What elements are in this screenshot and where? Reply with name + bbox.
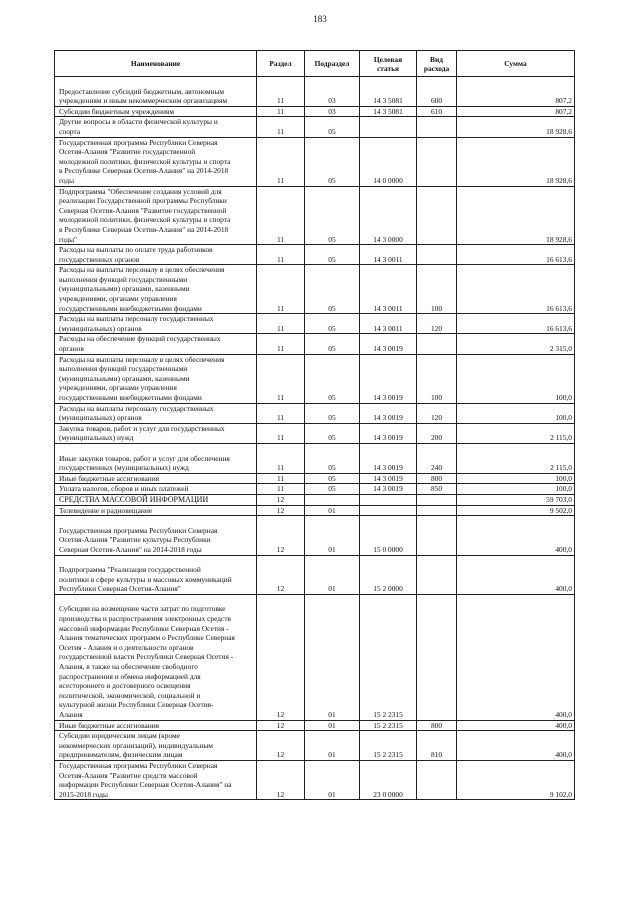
- cell-podrazdel: 05: [305, 117, 360, 137]
- header-summa: Сумма: [457, 51, 575, 77]
- cell-vid: [417, 186, 457, 245]
- cell-vid: 200: [417, 423, 457, 443]
- cell-name: Субсидии юридическим лицам (кроме некоммерческих организаций), индивидуальным предпринимателям, физическим лицам: [55, 731, 257, 761]
- cell-vid: [417, 137, 457, 186]
- cell-vid: [417, 760, 457, 799]
- table-row: [55, 760, 575, 799]
- cell-summa: 2 315,0: [457, 334, 575, 354]
- header-statya: Целевая статья: [360, 51, 417, 77]
- cell-razdel: 12: [257, 494, 305, 505]
- cell-summa: 9 502,0: [457, 505, 575, 516]
- cell-vid: 850: [417, 484, 457, 495]
- table-row: [55, 516, 575, 555]
- cell-vid: 100: [417, 354, 457, 403]
- cell-vid: [417, 505, 457, 516]
- cell-summa: 100,0: [457, 473, 575, 484]
- cell-statya: 14 3 0019: [360, 423, 417, 443]
- cell-name: Расходы на выплаты персоналу в целях обеспечения выполнения функций государственными (муниципальными) органами, казенными учреждениями, органами управления государственными внебюджетными фондами: [55, 265, 257, 314]
- header-razdel: Раздел: [257, 51, 305, 77]
- header-vid: Вид расхода: [417, 51, 457, 77]
- table-row: [55, 731, 575, 761]
- table-row: [55, 423, 575, 443]
- cell-name: Иные бюджетные ассигнования: [55, 473, 257, 484]
- cell-podrazdel: 05: [305, 443, 360, 473]
- cell-summa: 18 928,6: [457, 137, 575, 186]
- cell-razdel: 12: [257, 594, 305, 720]
- cell-podrazdel: 05: [305, 484, 360, 495]
- cell-name: Государственная программа Республики Северная Осетия-Алания "Развитие культуры Республики Северная Осетия-Алания" на 2014-2018 годы: [55, 516, 257, 555]
- cell-statya: 14 3 5081: [360, 106, 417, 117]
- cell-vid: 600: [417, 77, 457, 107]
- table-row: [55, 314, 575, 334]
- table-row: [55, 186, 575, 245]
- table-row: [55, 484, 575, 495]
- cell-podrazdel: 05: [305, 423, 360, 443]
- cell-statya: 15 2 0000: [360, 555, 417, 594]
- cell-razdel: 11: [257, 117, 305, 137]
- cell-razdel: 12: [257, 505, 305, 516]
- cell-razdel: 12: [257, 555, 305, 594]
- cell-summa: 16 613,6: [457, 245, 575, 265]
- cell-name: Расходы на обеспечение функций государственных органов: [55, 334, 257, 354]
- table-row: [55, 443, 575, 473]
- cell-razdel: 12: [257, 731, 305, 761]
- cell-razdel: 11: [257, 334, 305, 354]
- cell-razdel: 11: [257, 484, 305, 495]
- cell-podrazdel: 01: [305, 720, 360, 731]
- cell-vid: 800: [417, 720, 457, 731]
- table-row: [55, 334, 575, 354]
- cell-name: Телевидение и радиовещание: [55, 505, 257, 516]
- cell-razdel: 11: [257, 354, 305, 403]
- table-row: [55, 555, 575, 594]
- cell-podrazdel: 01: [305, 760, 360, 799]
- table-row: [55, 720, 575, 731]
- table-row: [55, 505, 575, 516]
- cell-podrazdel: 05: [305, 403, 360, 423]
- table-header-row: [55, 51, 575, 77]
- cell-name: Подпрограмма "Обеспечение создания условий для реализации Государственной программы Республики Северная Осетия-Алания "Развитие государственной молодежной политики, физической культуры и спорта в Республике Северная Осетия-Алания" на 2014-2018 годы": [55, 186, 257, 245]
- cell-summa: 2 115,0: [457, 423, 575, 443]
- cell-summa: 100,0: [457, 403, 575, 423]
- cell-podrazdel: 01: [305, 505, 360, 516]
- cell-statya: 14 3 0019: [360, 473, 417, 484]
- header-name: Наименование: [55, 51, 257, 77]
- cell-summa: 2 115,0: [457, 443, 575, 473]
- cell-statya: [360, 494, 417, 505]
- cell-name: Расходы на выплаты персоналу государственных (муниципальных) органов: [55, 314, 257, 334]
- cell-name: Расходы на выплаты персоналу государственных (муниципальных) органов: [55, 403, 257, 423]
- table-row: [55, 473, 575, 484]
- cell-vid: [417, 555, 457, 594]
- cell-vid: 240: [417, 443, 457, 473]
- cell-podrazdel: 05: [305, 314, 360, 334]
- cell-razdel: 11: [257, 106, 305, 117]
- table-body: [55, 77, 575, 800]
- cell-vid: [417, 594, 457, 720]
- cell-vid: [417, 494, 457, 505]
- cell-name: Другие вопросы в области физической культуры и спорта: [55, 117, 257, 137]
- cell-statya: 14 3 0019: [360, 354, 417, 403]
- cell-name: Иные бюджетные ассигнования: [55, 720, 257, 731]
- cell-statya: 14 3 0019: [360, 403, 417, 423]
- table-row: [55, 245, 575, 265]
- table-row: [55, 594, 575, 720]
- cell-razdel: 11: [257, 137, 305, 186]
- cell-statya: 14 3 0019: [360, 443, 417, 473]
- cell-summa: 400,0: [457, 555, 575, 594]
- cell-podrazdel: 03: [305, 106, 360, 117]
- cell-name: Субсидии бюджетным учреждениям: [55, 106, 257, 117]
- cell-summa: 59 703,0: [457, 494, 575, 505]
- cell-vid: 120: [417, 314, 457, 334]
- cell-podrazdel: [305, 494, 360, 505]
- cell-name: Уплата налогов, сборов и иных платежей: [55, 484, 257, 495]
- cell-podrazdel: 03: [305, 77, 360, 107]
- cell-name: Государственная программа Республики Северная Осетия-Алания "Развитие государственной молодежной политики, физической культуры и спорта в Республике Северная Осетия-Алания" на 2014-2018 годы: [55, 137, 257, 186]
- cell-podrazdel: 05: [305, 334, 360, 354]
- cell-podrazdel: 05: [305, 137, 360, 186]
- cell-razdel: 11: [257, 403, 305, 423]
- cell-summa: 807,2: [457, 106, 575, 117]
- cell-name: Подпрограмма "Реализация государственной политики в сфере культуры и массовых коммуникаций Республики Северная Осетия-Алания": [55, 555, 257, 594]
- cell-vid: 800: [417, 473, 457, 484]
- cell-summa: 400,0: [457, 720, 575, 731]
- cell-vid: 810: [417, 731, 457, 761]
- cell-podrazdel: 05: [305, 186, 360, 245]
- cell-razdel: 11: [257, 443, 305, 473]
- table-row: [55, 403, 575, 423]
- cell-razdel: 11: [257, 245, 305, 265]
- cell-vid: [417, 516, 457, 555]
- table-row: [55, 494, 575, 505]
- cell-podrazdel: 05: [305, 473, 360, 484]
- cell-name: Расходы на выплаты по оплате труда работников государственных органов: [55, 245, 257, 265]
- cell-razdel: 11: [257, 77, 305, 107]
- table-row: [55, 117, 575, 137]
- cell-vid: 120: [417, 403, 457, 423]
- cell-podrazdel: 01: [305, 555, 360, 594]
- cell-summa: 100,0: [457, 354, 575, 403]
- cell-razdel: 12: [257, 516, 305, 555]
- cell-vid: 610: [417, 106, 457, 117]
- cell-vid: [417, 245, 457, 265]
- cell-summa: 16 613,6: [457, 314, 575, 334]
- cell-summa: 18 928,6: [457, 186, 575, 245]
- cell-podrazdel: 05: [305, 245, 360, 265]
- cell-razdel: 12: [257, 720, 305, 731]
- cell-name: Закупка товаров, работ и услуг для государственных (муниципальных) нужд: [55, 423, 257, 443]
- cell-statya: 14 3 0011: [360, 265, 417, 314]
- cell-name: СРЕДСТВА МАССОВОЙ ИНФОРМАЦИИ: [55, 494, 257, 505]
- cell-statya: [360, 117, 417, 137]
- cell-razdel: 11: [257, 265, 305, 314]
- cell-statya: 14 0 0000: [360, 137, 417, 186]
- cell-razdel: 11: [257, 186, 305, 245]
- cell-statya: 15 2 2315: [360, 720, 417, 731]
- cell-vid: 100: [417, 265, 457, 314]
- cell-podrazdel: 01: [305, 731, 360, 761]
- cell-summa: 807,2: [457, 77, 575, 107]
- cell-summa: 400,0: [457, 516, 575, 555]
- cell-statya: 14 3 5081: [360, 77, 417, 107]
- cell-name: Государственная программа Республики Северная Осетия-Алания "Развитие средств массовой информации Республики Северная Осетия-Алания" на 2015-2018 годы: [55, 760, 257, 799]
- cell-statya: 15 2 2315: [360, 731, 417, 761]
- cell-razdel: 11: [257, 314, 305, 334]
- cell-podrazdel: 05: [305, 354, 360, 403]
- table-row: [55, 354, 575, 403]
- cell-razdel: 11: [257, 423, 305, 443]
- cell-summa: 400,0: [457, 594, 575, 720]
- cell-statya: 14 3 0019: [360, 484, 417, 495]
- cell-podrazdel: 01: [305, 594, 360, 720]
- cell-summa: 100,0: [457, 484, 575, 495]
- cell-statya: 14 3 0011: [360, 245, 417, 265]
- cell-podrazdel: 05: [305, 265, 360, 314]
- cell-statya: 14 3 0011: [360, 314, 417, 334]
- cell-summa: 400,0: [457, 731, 575, 761]
- cell-podrazdel: 01: [305, 516, 360, 555]
- budget-table: [54, 50, 575, 800]
- cell-summa: 18 928,6: [457, 117, 575, 137]
- table-row: [55, 137, 575, 186]
- header-podrazdel: Подраздел: [305, 51, 360, 77]
- cell-statya: 23 0 0000: [360, 760, 417, 799]
- cell-statya: 14 3 0000: [360, 186, 417, 245]
- cell-razdel: 11: [257, 473, 305, 484]
- cell-name: Предоставление субсидий бюджетным, автономным учреждениям и иным некоммерческим организациям: [55, 77, 257, 107]
- cell-vid: [417, 117, 457, 137]
- cell-statya: 14 3 0019: [360, 334, 417, 354]
- cell-name: Иные закупки товаров, работ и услуг для обеспечения государственных (муниципальных) нужд: [55, 443, 257, 473]
- cell-razdel: 12: [257, 760, 305, 799]
- cell-vid: [417, 334, 457, 354]
- cell-statya: [360, 505, 417, 516]
- cell-name: Расходы на выплаты персоналу в целях обеспечения выполнения функций государственными (муниципальными) органами, казенными учреждениями, органами управления государственными внебюджетными фондами: [55, 354, 257, 403]
- table-row: [55, 77, 575, 107]
- cell-name: Субсидии на возмещение части затрат по подготовке производства и распространения электронных средств массовой информации Республики Северная Осетия - Алания тематических программ о Республике Северная Осетия - Алания и о деятельности органов государственной власти Республики Северная Осетия - Алания, в также на обеспечение свободного распространения и обмена информацией для всестороннего и достоверного освещения политической, экономической, социальной и культурной жизни Республики Северная Осетия- Алания: [55, 594, 257, 720]
- page-number: 183: [313, 14, 327, 24]
- cell-statya: 15 0 0000: [360, 516, 417, 555]
- table-row: [55, 106, 575, 117]
- cell-summa: 16 613,6: [457, 265, 575, 314]
- table-row: [55, 265, 575, 314]
- cell-statya: 15 2 2315: [360, 594, 417, 720]
- cell-summa: 9 102,0: [457, 760, 575, 799]
